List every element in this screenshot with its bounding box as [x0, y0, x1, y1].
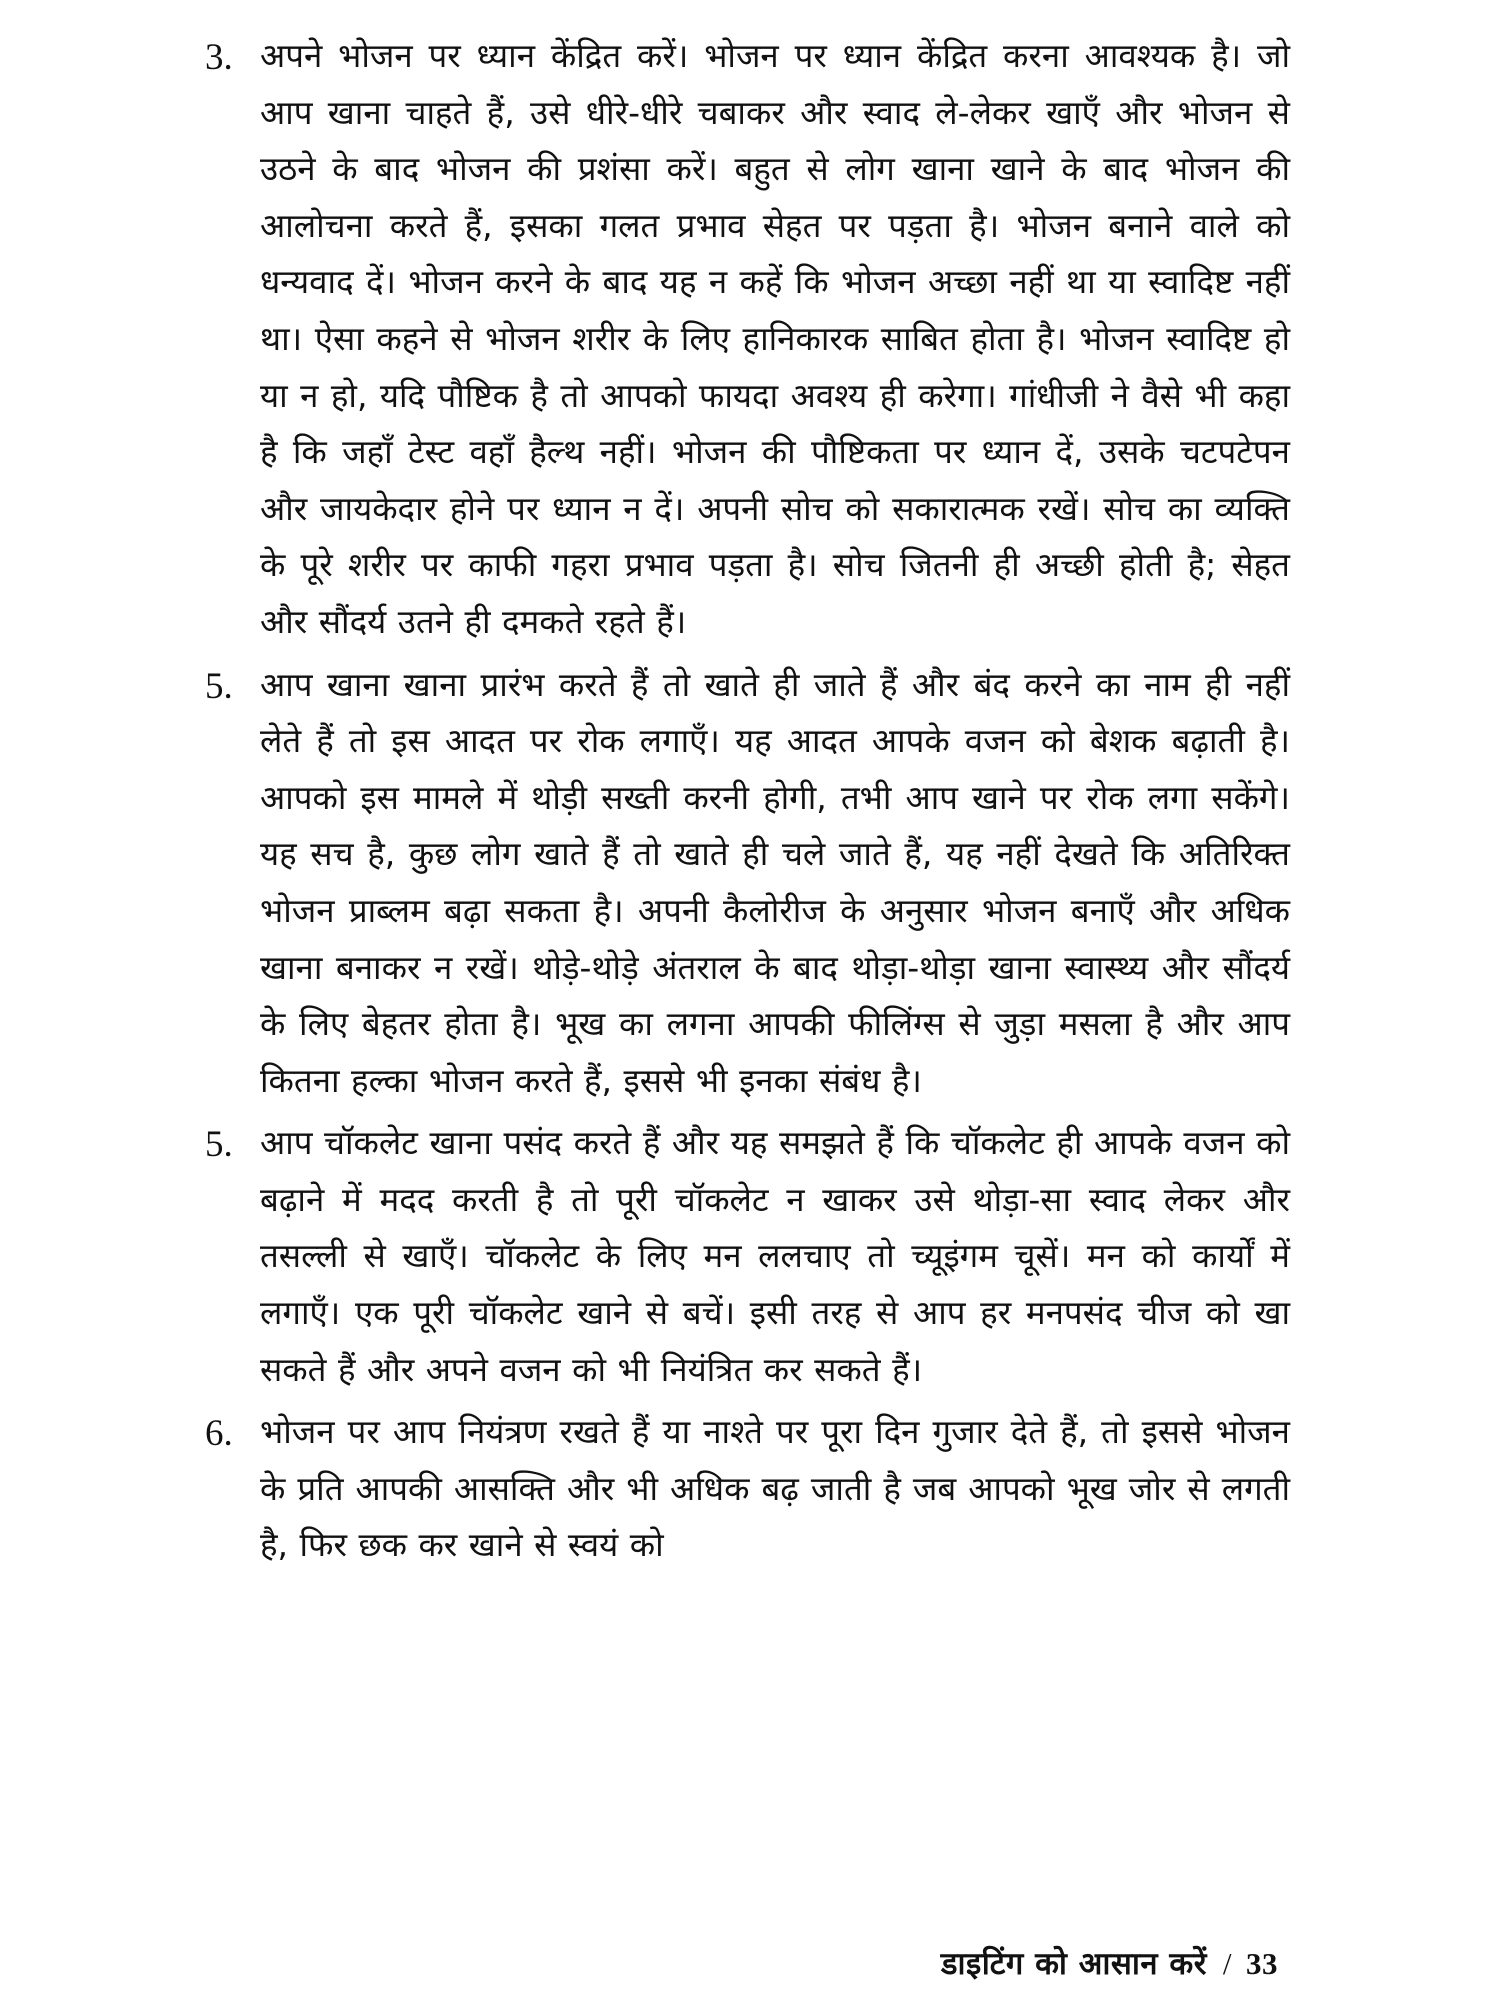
running-title: डाइटिंग को आसान करें	[940, 1946, 1207, 1982]
list-item-number: 6.	[205, 1413, 233, 1455]
list-item-text: भोजन पर आप नियंत्रण रखते हैं या नाश्ते पर पूरा दिन गुजार देते हैं, तो इससे भोजन के प्रति आपकी आसक्ति और भी अधिक बढ़ जाती है जब आपको भूख जोर से लगती है, फिर छक कर खाने से स्वयं को	[260, 1412, 1290, 1565]
list-item-text: आप खाना खाना प्रारंभ करते हैं तो खाते ही जाते हैं और बंद करने का नाम ही नहीं लेते हैं तो इस आदत पर रोक लगाएँ। यह आदत आपके वजन को बेशक बढ़ाती है। आपको इस मामले में थोड़ी सख्ती करनी होगी, तभी आप खाने पर रोक लगा सकेंगे। यह सच है, कुछ लोग खाते हैं तो खाते ही चले जाते हैं, यह नहीं देखते कि अतिरिक्त भोजन प्राब्लम बढ़ा सकता है। अपनी कैलोरीज के अनुसार भोजन बनाएँ और अधिक खाना बनाकर न रखें। थोड़े-थोड़े अंतराल के बाद थोड़ा-थोड़ा खाना स्वास्थ्य और सौंदर्य के लिए बेहतर होता है। भूख का लगना आपकी फीलिंग्स से जुड़ा मसला है और आप कितना हल्का भोजन करते हैं, इससे भी इनका संबंध है।	[260, 664, 1290, 1100]
list-item	[205, 657, 1290, 1110]
list-item	[205, 1115, 1290, 1398]
list-item-number: 5.	[205, 1124, 233, 1166]
list-item-number: 3.	[205, 37, 233, 78]
numbered-list	[205, 28, 1290, 1580]
list-item-text: आप चॉकलेट खाना पसंद करते हैं और यह समझते हैं कि चॉकलेट ही आपके वजन को बढ़ाने में मदद करती है तो पूरी चॉकलेट न खाकर उसे थोड़ा-सा स्वाद लेकर और तसल्ली से खाएँ। चॉकलेट के लिए मन ललचाए तो च्यूइंगम चूसें। मन को कार्यों में लगाएँ। एक पूरी चॉकलेट खाने से बचें। इसी तरह से आप हर मनपसंद चीज को खा सकते हैं और अपने वजन को भी नियंत्रित कर सकते हैं।	[260, 1123, 1290, 1389]
footer-separator: /	[1222, 1946, 1232, 1981]
list-item	[205, 28, 1290, 651]
list-item-number: 5.	[205, 665, 233, 707]
page-number: 33	[1246, 1946, 1278, 1981]
page-footer	[941, 1942, 1278, 1984]
list-item-text: अपने भोजन पर ध्यान केंद्रित करें। भोजन पर ध्यान केंद्रित करना आवश्यक है। जो आप खाना चाहते हैं, उसे धीरे-धीरे चबाकर और स्वाद ले-लेकर खाएँ और भोजन से उठने के बाद भोजन की प्रशंसा करें। बहुत से लोग खाना खाने के बाद भोजन की आलोचना करते हैं, इसका गलत प्रभाव सेहत पर पड़ता है। भोजन बनाने वाले को धन्यवाद दें। भोजन करने के बाद यह न कहें कि भोजन अच्छा नहीं था या स्वादिष्ट नहीं था। ऐसा कहने से भोजन शरीर के लिए हानिकारक साबित होता है। भोजन स्वादिष्ट हो या न हो, यदि पौष्टिक है तो आपको फायदा अवश्य ही करेगा। गांधीजी ने वैसे भी कहा है कि जहाँ टेस्ट वहाँ हैल्थ नहीं। भोजन की पौष्टिकता पर ध्यान दें, उसके चटपटेपन और जायकेदार होने पर ध्यान न दें। अपनी सोच को सकारात्मक रखें। सोच का व्यक्ति के पूरे शरीर पर काफी गहरा प्रभाव पड़ता है। सोच जितनी ही अच्छी होती है; सेहत और सौंदर्य उतने ही दमकते रहते हैं।	[260, 36, 1290, 641]
list-item	[205, 1404, 1290, 1574]
